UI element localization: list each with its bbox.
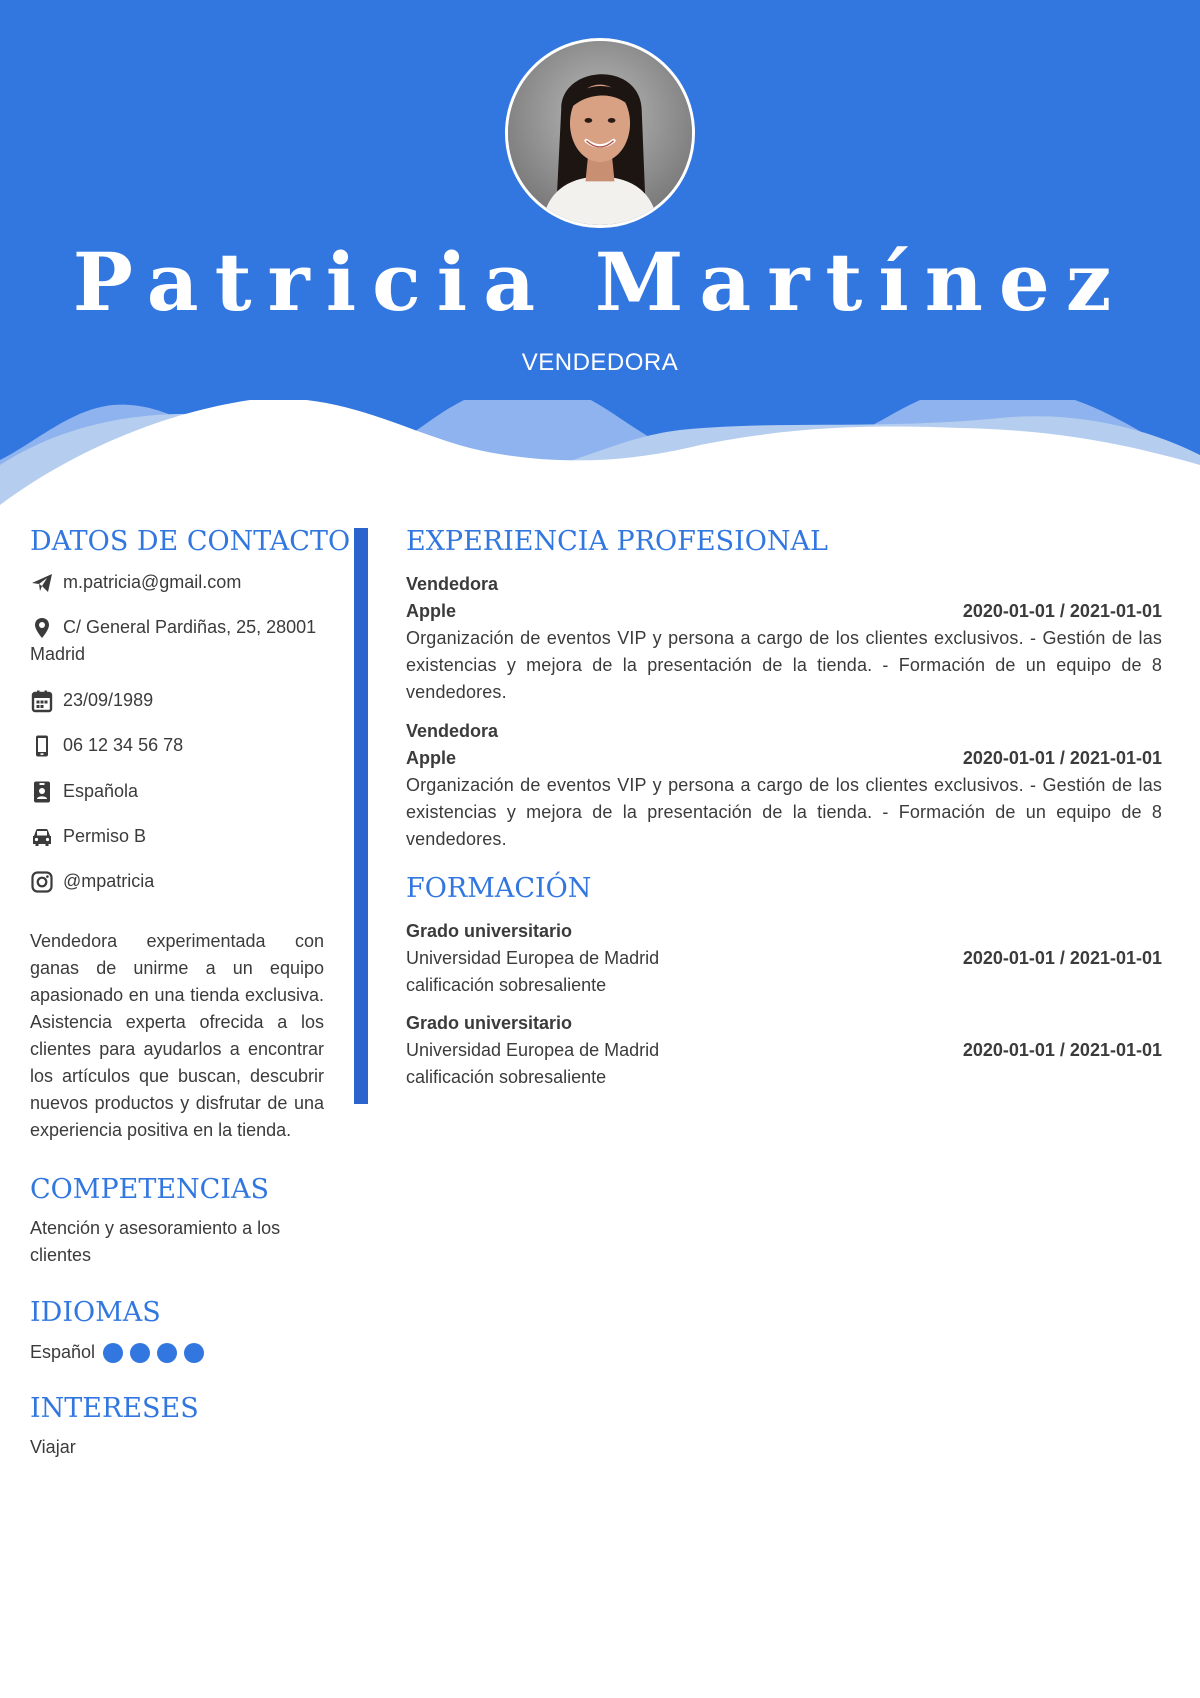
education-school: Universidad Europea de Madrid	[406, 1040, 660, 1060]
education-entry	[406, 918, 1162, 999]
nationality-text: Española	[63, 781, 139, 801]
candidate-name: Patricia Martínez	[72, 235, 1128, 329]
language-level-dots	[103, 1343, 211, 1363]
interests-section-title: INTERESES	[30, 1393, 199, 1424]
instagram-text: @mpatricia	[63, 871, 155, 891]
experience-description: Organización de eventos VIP y persona a cargo de los clientes exclusivos. - Gestión de las existencias y mejora de la presentación de la tienda. - Formación de un equipo de 8 vendedores.	[406, 775, 1162, 849]
phone-icon	[30, 734, 54, 758]
language-item	[30, 1339, 211, 1366]
experience-dates: 2020-01-01 / 2021-01-01	[962, 748, 1162, 768]
interest-item: Viajar	[30, 1437, 76, 1457]
education-school: Universidad Europea de Madrid	[406, 948, 660, 968]
experience-company: Apple	[406, 601, 457, 621]
contact-email[interactable]	[30, 569, 330, 596]
education-degree: Grado universitario	[406, 1013, 573, 1033]
address-line-1: C/ General Pardiñas, 25, 28001	[63, 617, 317, 637]
experience-section-title: EXPERIENCIA PROFESIONAL	[406, 526, 828, 557]
education-dates: 2020-01-01 / 2021-01-01	[962, 1040, 1162, 1060]
education-section-title: FORMACIÓN	[406, 873, 592, 904]
experience-dates: 2020-01-01 / 2021-01-01	[962, 601, 1162, 621]
skills-section-title: COMPETENCIAS	[30, 1174, 269, 1205]
address-line-2: Madrid	[30, 644, 86, 664]
license-text: Permiso B	[63, 826, 147, 846]
contact-address	[30, 614, 330, 668]
column-divider	[354, 528, 368, 1104]
email-text: m.patricia@gmail.com	[63, 572, 242, 592]
instagram-icon	[30, 870, 54, 894]
experience-position: Vendedora	[406, 574, 499, 594]
contact-birthdate	[30, 687, 330, 714]
education-dates: 2020-01-01 / 2021-01-01	[962, 948, 1162, 968]
id-badge-icon	[30, 780, 54, 804]
languages-section-title: IDIOMAS	[30, 1297, 161, 1328]
car-icon	[30, 825, 54, 849]
skill-item: Atención y asesoramiento a los clientes	[30, 1218, 281, 1265]
education-entry	[406, 1010, 1162, 1091]
level-dot	[103, 1343, 123, 1363]
level-dot	[157, 1343, 177, 1363]
experience-company: Apple	[406, 748, 457, 768]
contact-instagram[interactable]	[30, 868, 330, 895]
education-grade: calificación sobresaliente	[406, 975, 607, 995]
profile-photo	[505, 38, 695, 228]
contact-nationality	[30, 778, 330, 805]
experience-entry	[406, 718, 1162, 853]
contact-license	[30, 823, 330, 850]
birthdate-text: 23/09/1989	[63, 690, 154, 710]
phone-text: 06 12 34 56 78	[63, 735, 184, 755]
location-pin-icon	[30, 616, 54, 640]
language-name: Español	[30, 1342, 96, 1362]
experience-position: Vendedora	[406, 721, 499, 741]
contact-phone[interactable]	[30, 732, 330, 759]
contact-section-title: DATOS DE CONTACTO	[30, 526, 351, 557]
education-grade: calificación sobresaliente	[406, 1067, 607, 1087]
level-dot	[184, 1343, 204, 1363]
header-waves	[0, 400, 1200, 530]
profile-photo-illustration	[508, 41, 692, 225]
calendar-icon	[30, 689, 54, 713]
profile-summary: Vendedora experimentada con ganas de unirme a un equipo apasionado en una tienda exclusiva. Asistencia experta ofrecida a los clientes para ayudarlos a encontrar los artículos que buscan, descubrir nuevos productos y disfrutar de una experiencia positiva en la tienda.	[30, 931, 324, 1140]
header-banner	[0, 0, 1200, 520]
level-dot	[130, 1343, 150, 1363]
education-degree: Grado universitario	[406, 921, 573, 941]
paper-plane-icon	[30, 571, 54, 595]
experience-description: Organización de eventos VIP y persona a cargo de los clientes exclusivos. - Gestión de las existencias y mejora de la presentación de la tienda. - Formación de un equipo de 8 vendedores.	[406, 628, 1162, 702]
candidate-role: VENDEDORA	[521, 349, 679, 376]
experience-entry	[406, 571, 1162, 706]
